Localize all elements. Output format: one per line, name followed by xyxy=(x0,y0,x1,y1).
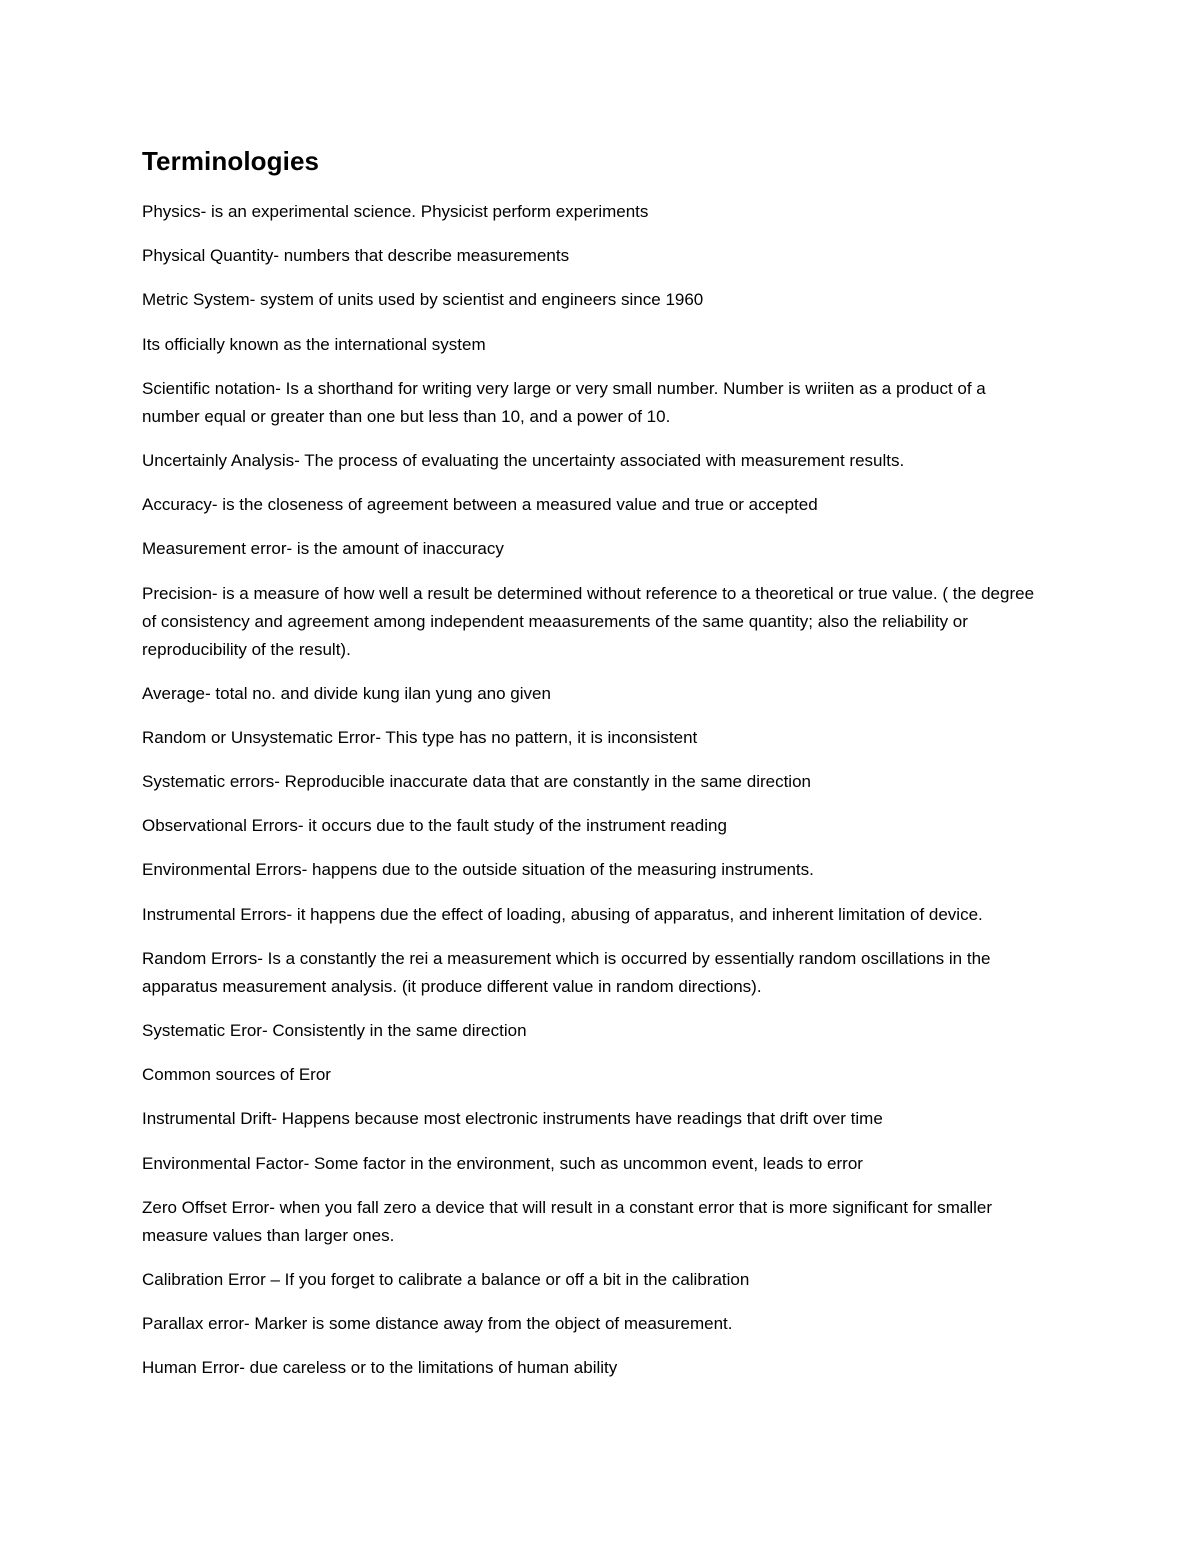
paragraph-random-unsystematic-error: Random or Unsystematic Error- This type has no pattern, it is inconsistent xyxy=(142,727,698,747)
paragraph-uncertainty-analysis: Uncertainly Analysis- The process of evaluating the uncertainty associated with measurement results. xyxy=(142,450,905,470)
paragraph-zero-offset-error: Zero Offset Error- when you fall zero a device that will result in a constant error that is more significant for smaller measure values than larger ones. xyxy=(142,1197,993,1245)
paragraph-environmental-factor: Environmental Factor- Some factor in the environment, such as uncommon event, leads to error xyxy=(142,1153,863,1173)
paragraph-international-system: Its officially known as the international system xyxy=(142,334,486,354)
paragraph-random-errors: Random Errors- Is a constantly the rei a measurement which is occurred by essentially random oscillations in the apparatus measurement analysis. (it produce different value in random directions). xyxy=(142,948,991,996)
paragraph-accuracy: Accuracy- is the closeness of agreement between a measured value and true or accepted xyxy=(142,495,818,515)
paragraph-instrumental-errors: Instrumental Errors- it happens due the effect of loading, abusing of apparatus, and inherent limitation of device. xyxy=(142,904,983,924)
paragraph-systematic-errors: Systematic errors- Reproducible inaccurate data that are constantly in the same direction xyxy=(142,772,811,792)
paragraph-metric-system: Metric System- system of units used by scientist and engineers since 1960 xyxy=(142,290,704,310)
paragraph-systematic-eror: Systematic Eror- Consistently in the same direction xyxy=(142,1021,527,1040)
page-title: Terminologies xyxy=(142,146,320,176)
paragraph-environmental-errors: Environmental Errors- happens due to the outside situation of the measuring instruments. xyxy=(142,860,814,880)
paragraph-common-sources: Common sources of Eror xyxy=(142,1065,331,1085)
paragraph-average: Average- total no. and divide kung ilan yung ano given xyxy=(142,683,551,703)
paragraph-precision: Precision- is a measure of how well a result be determined without reference to a theoretical or true value. ( the degree of consistency and agreement among independent meaasurements of the same quantity; also the reliability or reproducibility of the result). xyxy=(142,583,1035,659)
paragraph-instrumental-drift: Instrumental Drift- Happens because most electronic instruments have readings that drift over time xyxy=(142,1109,883,1129)
paragraph-measurement-error: Measurement error- is the amount of inaccuracy xyxy=(142,539,504,559)
paragraph-scientific-notation: Scientific notation- Is a shorthand for writing very large or very small number. Number is wriiten as a product of a number equal or greater than one but less than 10, and a power of 10. xyxy=(142,378,986,426)
paragraph-calibration-error: Calibration Error – If you forget to calibrate a balance or off a bit in the calibration xyxy=(142,1269,750,1289)
paragraph-physics: Physics- is an experimental science. Physicist perform experiments xyxy=(142,202,649,221)
paragraph-observational-errors: Observational Errors- it occurs due to the fault study of the instrument reading xyxy=(142,816,727,836)
paragraph-parallax-error: Parallax error- Marker is some distance away from the object of measurement. xyxy=(142,1314,733,1334)
paragraph-human-error: Human Error- due careless or to the limitations of human ability xyxy=(142,1358,618,1378)
document-body xyxy=(142,144,1042,1399)
paragraph-physical-quantity: Physical Quantity- numbers that describe measurements xyxy=(142,246,570,266)
